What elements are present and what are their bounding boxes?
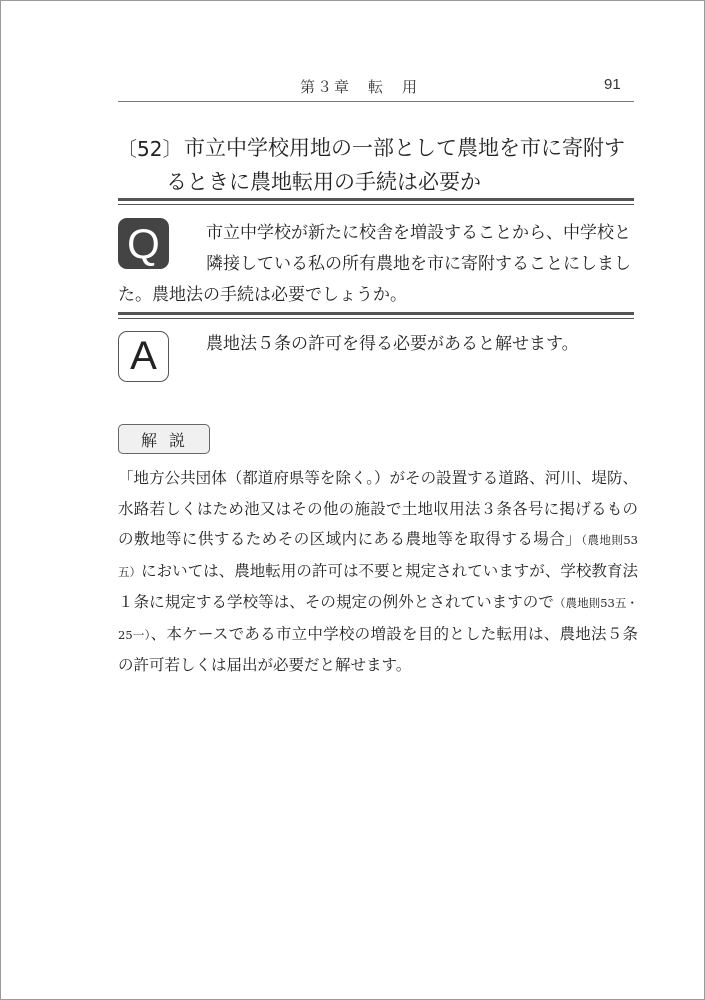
question-text: 市立中学校が新たに校舎を増設することから、中学校と隣接している私の所有農地を市に寄附することにしました。農地法の手続は必要でしょうか。 [118,223,631,305]
explanation-body [118,463,638,681]
answer-badge: A [118,331,169,382]
explanation-segment-1: 「地方公共団体（都道府県等を除く。）がその設置する道路、河川、堤防、水路若しくはため池又はその他の施設で土地収用法３条各号に掲げるものの敷地等に供するためその区域内にある農地等を取得する場合」 [118,469,638,548]
statute-reference-1: （農地則53五） [118,533,638,579]
question-title [166,131,639,199]
header-divider [118,101,634,102]
explanation-segment-2: においては、農地転用の許可は不要と規定されていますが、学校教育法１条に規定する学校等は、その規定の例外とされていますので [118,561,638,611]
explanation-segment-3: 、本ケースである市立中学校の増設を目的とした転用は、農地法５条の許可若しくは届出が必要だと解せます。 [118,624,638,674]
explanation-label: 解説 [118,424,210,454]
chapter-header: 第３章 転 用 [300,78,420,96]
page-number: 91 [604,76,621,93]
question-body [118,218,638,311]
statute-reference-2: （農地則53五・25一） [118,596,638,642]
question-top-divider [118,198,634,205]
answer-text: 農地法５条の許可を得る必要があると解せます。 [206,334,579,354]
question-number: 〔52〕 [117,137,183,161]
question-bottom-divider [118,312,634,319]
question-title-line1: 市立中学校用地の一部として農地を市に寄附す [184,136,625,160]
question-badge: Q [118,218,169,269]
question-title-line2: るときに農地転用の手続は必要か [166,170,481,194]
